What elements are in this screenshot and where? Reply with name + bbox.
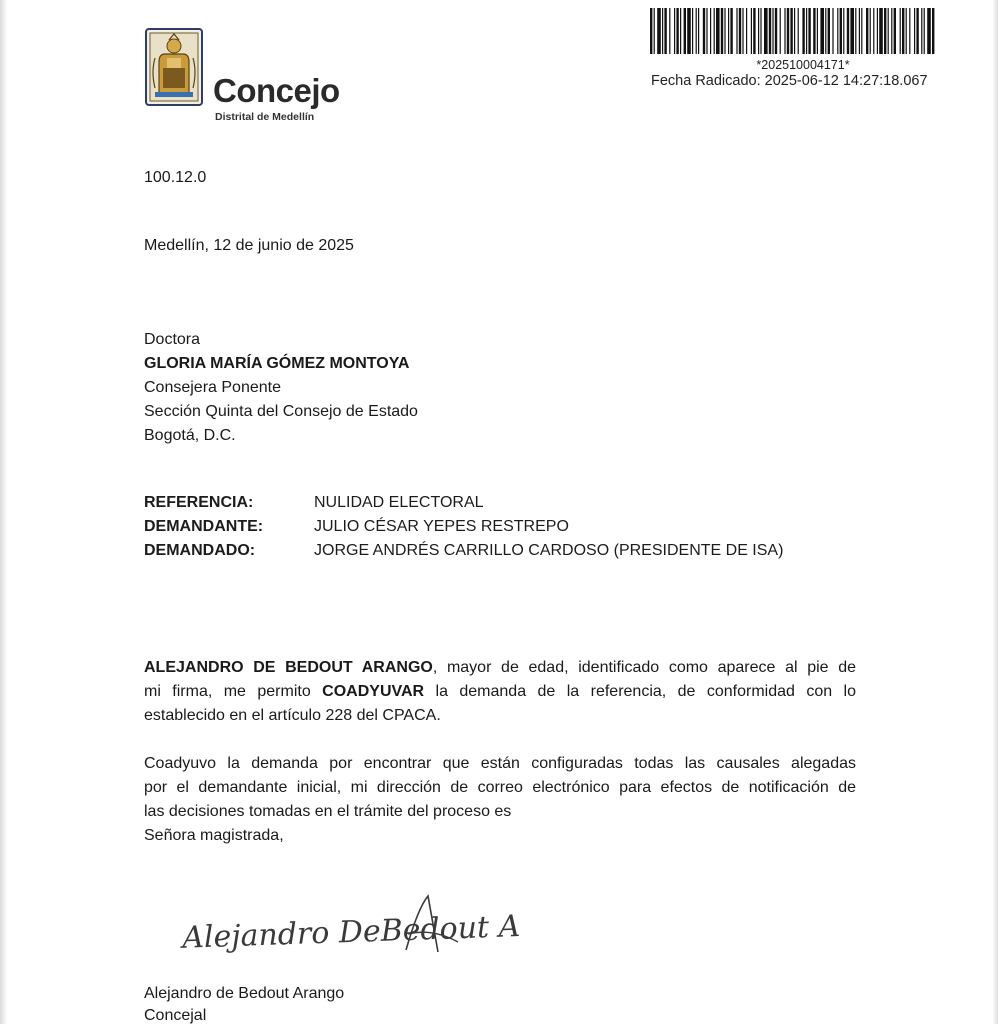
- paragraph-text: , mayor de edad, identificado como aparece al pie de: [432, 659, 857, 676]
- place-date: Medellín, 12 de junio de 2025: [144, 237, 354, 254]
- barcode-bar: [837, 8, 838, 54]
- closing: Señora magistrada,: [144, 827, 284, 844]
- barcode-bar: [859, 8, 860, 54]
- barcode-bar: [753, 8, 755, 54]
- barcode-bar: [850, 8, 854, 54]
- recipient-city: Bogotá, D.C.: [144, 427, 236, 444]
- barcode-bar: [884, 8, 886, 54]
- barcode-bar: [669, 8, 670, 54]
- barcode-bar: [724, 8, 725, 54]
- barcode-bar: [861, 8, 862, 54]
- page-edge-left: [0, 0, 8, 1024]
- barcode-bar: [736, 8, 737, 54]
- handwritten-signature: [170, 888, 521, 966]
- barcode-bar: [817, 8, 818, 54]
- barcode-bar: [703, 8, 705, 54]
- barcode-bar: [784, 8, 785, 54]
- barcode-bar: [696, 8, 697, 54]
- barcode-bar: [840, 8, 842, 54]
- paragraph-coadyuvar: [144, 656, 856, 728]
- paragraph-line: establecido en el artículo 228 del CPACA.: [144, 707, 441, 724]
- barcode-bar: [657, 8, 661, 54]
- barcode-bar: [650, 8, 652, 54]
- barcode-bar: [680, 8, 681, 54]
- barcode-bar: [758, 8, 759, 54]
- barcode-bar: [879, 8, 883, 54]
- barcode-bar: [888, 8, 889, 54]
- barcode-bar: [825, 8, 826, 54]
- barcode-bar: [914, 8, 915, 54]
- barcode-bar: [739, 8, 741, 54]
- barcode-bar: [716, 8, 720, 54]
- paragraph-text: la demanda de la referencia, de conformidad con lo: [424, 683, 856, 700]
- recipient-role: Consejera Ponente: [144, 379, 281, 396]
- paragraph-line: las decisiones tomadas en el trámite del proceso es: [144, 803, 512, 820]
- barcode-bar: [828, 8, 830, 54]
- barcode-bar: [902, 8, 904, 54]
- barcode-bar: [698, 8, 699, 54]
- medellin-coat-of-arms-icon: [145, 28, 203, 106]
- barcode-bar: [775, 8, 777, 54]
- radicado-number: *202510004171*: [756, 58, 850, 72]
- barcode-bar: [832, 8, 833, 54]
- barcode-bar: [866, 8, 868, 54]
- barcode-bar: [787, 8, 789, 54]
- logo-title: Concejo: [213, 72, 340, 109]
- page-edge-right: [992, 0, 998, 1024]
- barcode-icon: [650, 8, 932, 54]
- barcode-bar: [692, 8, 693, 54]
- barcode-bar: [728, 8, 729, 54]
- document-code: 100.12.0: [144, 169, 207, 186]
- reference-value: NULIDAD ELECTORAL: [314, 494, 484, 511]
- paragraph-line: [144, 680, 856, 704]
- barcode-bar: [664, 8, 666, 54]
- barcode-bar: [706, 8, 707, 54]
- radicado-date: Fecha Radicado: 2025-06-12 14:27:18.067: [651, 73, 928, 89]
- barcode-bar: [820, 8, 824, 54]
- recipient-name: GLORIA MARÍA GÓMEZ MONTOYA: [144, 355, 410, 372]
- barcode-bar: [873, 8, 874, 54]
- barcode-bar: [843, 8, 844, 54]
- defendant-label: DEMANDADO:: [144, 542, 256, 559]
- paragraph-text: mi firma, me permito: [144, 683, 323, 700]
- barcode-bar: [710, 8, 711, 54]
- recipient-office: Sección Quinta del Consejo de Estado: [144, 403, 418, 420]
- redacted-email: [540, 800, 858, 822]
- paragraph-line: [144, 656, 856, 680]
- barcode-bar: [870, 8, 871, 54]
- barcode-bar: [877, 8, 878, 54]
- barcode-bar: [932, 8, 934, 54]
- paragraph-line: Coadyuvo la demanda por encontrar que están configuradas todas las causales alegadas: [144, 755, 856, 772]
- barcode-bar: [654, 8, 655, 54]
- barcode-bar: [921, 8, 922, 54]
- barcode-bar: [900, 8, 901, 54]
- barcode-bar: [772, 8, 773, 54]
- barcode-bar: [906, 8, 907, 54]
- barcode-bar: [806, 8, 807, 54]
- barcode-bar: [808, 8, 810, 54]
- recipient-title: Doctora: [144, 331, 201, 348]
- barcode-bar: [909, 8, 910, 54]
- barcode-bar: [927, 8, 931, 54]
- barcode-bar: [764, 8, 768, 54]
- author-name: ALEJANDRO DE BEDOUT ARANGO: [144, 659, 433, 676]
- barcode-bar: [714, 8, 715, 54]
- barcode-bar: [894, 8, 896, 54]
- barcode-bar: [721, 8, 723, 54]
- barcode-bar: [676, 8, 678, 54]
- defendant-value: JORGE ANDRÉS CARRILLO CARDOSO (PRESIDENTE DE ISA): [314, 542, 784, 559]
- signature-text: Alejandro DeBedout A: [181, 909, 521, 956]
- barcode-bar: [687, 8, 691, 54]
- reference-label: REFERENCIA:: [144, 494, 254, 511]
- barcode-bar: [813, 8, 815, 54]
- plaintiff-value: JULIO CÉSAR YEPES RESTREPO: [314, 518, 569, 535]
- barcode-bar: [855, 8, 856, 54]
- barcode-bar: [769, 8, 771, 54]
- barcode-bar: [751, 8, 752, 54]
- barcode-bar: [916, 8, 918, 54]
- signer-name: Alejandro de Bedout Arango: [144, 985, 345, 1002]
- redacted-line: [312, 566, 540, 578]
- signer-role: Concejal: [144, 1007, 207, 1024]
- logo-subtitle: Distrital de Medellín: [215, 111, 315, 123]
- concejo-logo: [145, 28, 375, 123]
- barcode-bar: [730, 8, 732, 54]
- barcode-bar: [794, 8, 795, 54]
- barcode-bar: [802, 8, 804, 54]
- barcode-bar: [891, 8, 892, 54]
- barcode-bar: [847, 8, 849, 54]
- paragraph-line: por el demandante inicial, mi dirección de correo electrónico para efectos de notificación de: [144, 779, 856, 796]
- barcode-bar: [924, 8, 925, 54]
- barcode-bar: [742, 8, 743, 54]
- barcode-bar: [798, 8, 799, 54]
- barcode-bar: [684, 8, 686, 54]
- plaintiff-label: DEMANDANTE:: [144, 518, 264, 535]
- barcode-bar: [780, 8, 781, 54]
- coadyuvar-word: COADYUVAR: [322, 683, 425, 700]
- barcode-bar: [790, 8, 792, 54]
- barcode-bar: [746, 8, 747, 54]
- barcode-bar: [674, 8, 675, 54]
- barcode-bar: [662, 8, 663, 54]
- barcode-bar: [760, 8, 761, 54]
